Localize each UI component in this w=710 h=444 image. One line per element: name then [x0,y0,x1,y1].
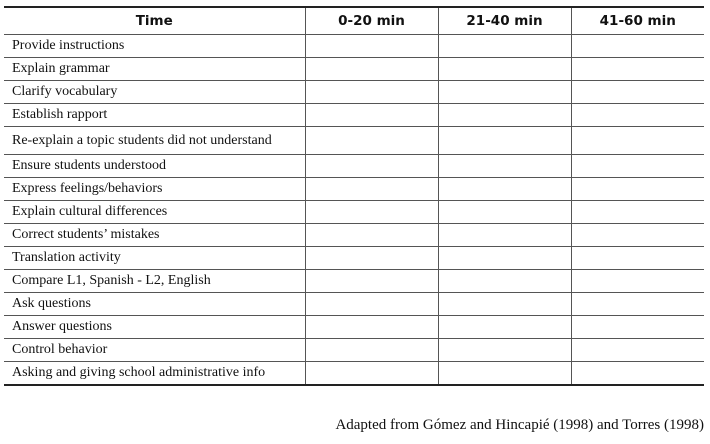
table-row [4,293,704,316]
cell-21-40 [438,316,571,339]
cell-21-40 [438,201,571,224]
activity-label: Establish rapport [4,104,305,127]
activity-label: Control behavior [4,339,305,362]
cell-41-60 [571,293,704,316]
activity-label: Correct students’ mistakes [4,224,305,247]
cell-0-20 [305,201,438,224]
cell-21-40 [438,224,571,247]
header-0-20-min: 0-20 min [305,7,438,35]
table-row [4,201,704,224]
cell-0-20 [305,155,438,178]
table-row [4,247,704,270]
activity-label: Compare L1, Spanish - L2, English [4,270,305,293]
cell-0-20 [305,127,438,155]
cell-21-40 [438,81,571,104]
cell-41-60 [571,201,704,224]
table-row [4,270,704,293]
cell-21-40 [438,270,571,293]
cell-21-40 [438,155,571,178]
cell-41-60 [571,81,704,104]
activity-label: Explain cultural differences [4,201,305,224]
activity-label: Translation activity [4,247,305,270]
activity-label: Ensure students understood [4,155,305,178]
cell-0-20 [305,81,438,104]
header-time: Time [4,7,305,35]
activity-label: Provide instructions [4,35,305,58]
cell-41-60 [571,270,704,293]
table-row [4,81,704,104]
activity-label: Asking and giving school administrative info [4,362,305,386]
activity-label: Ask questions [4,293,305,316]
cell-0-20 [305,293,438,316]
cell-41-60 [571,224,704,247]
cell-41-60 [571,247,704,270]
cell-41-60 [571,127,704,155]
cell-21-40 [438,362,571,386]
cell-0-20 [305,339,438,362]
header-21-40-min: 21-40 min [438,7,571,35]
table-row [4,58,704,81]
activity-label: Clarify vocabulary [4,81,305,104]
table-row [4,362,704,386]
table-row [4,178,704,201]
cell-0-20 [305,270,438,293]
cell-21-40 [438,293,571,316]
cell-0-20 [305,316,438,339]
activity-label: Re-explain a topic students did not understand [4,127,305,155]
activity-label: Explain grammar [4,58,305,81]
table-row [4,35,704,58]
cell-0-20 [305,178,438,201]
cell-21-40 [438,339,571,362]
table-row [4,316,704,339]
header-41-60-min: 41-60 min [571,7,704,35]
cell-21-40 [438,247,571,270]
cell-41-60 [571,155,704,178]
table-row [4,339,704,362]
cell-21-40 [438,127,571,155]
cell-0-20 [305,247,438,270]
cell-0-20 [305,58,438,81]
cell-0-20 [305,362,438,386]
cell-41-60 [571,35,704,58]
activity-label: Express feelings/behaviors [4,178,305,201]
table-row [4,104,704,127]
cell-21-40 [438,58,571,81]
cell-41-60 [571,362,704,386]
table-row [4,224,704,247]
cell-21-40 [438,104,571,127]
cell-41-60 [571,178,704,201]
cell-21-40 [438,35,571,58]
cell-41-60 [571,339,704,362]
cell-21-40 [438,178,571,201]
activity-label: Answer questions [4,316,305,339]
source-caption: Adapted from Gómez and Hincapié (1998) and Torres (1998) [335,417,704,433]
table-row [4,155,704,178]
table-row [4,127,704,155]
cell-0-20 [305,104,438,127]
header-row [4,7,704,35]
cell-41-60 [571,316,704,339]
cell-0-20 [305,224,438,247]
cell-41-60 [571,104,704,127]
observation-table [4,6,704,386]
cell-41-60 [571,58,704,81]
cell-0-20 [305,35,438,58]
